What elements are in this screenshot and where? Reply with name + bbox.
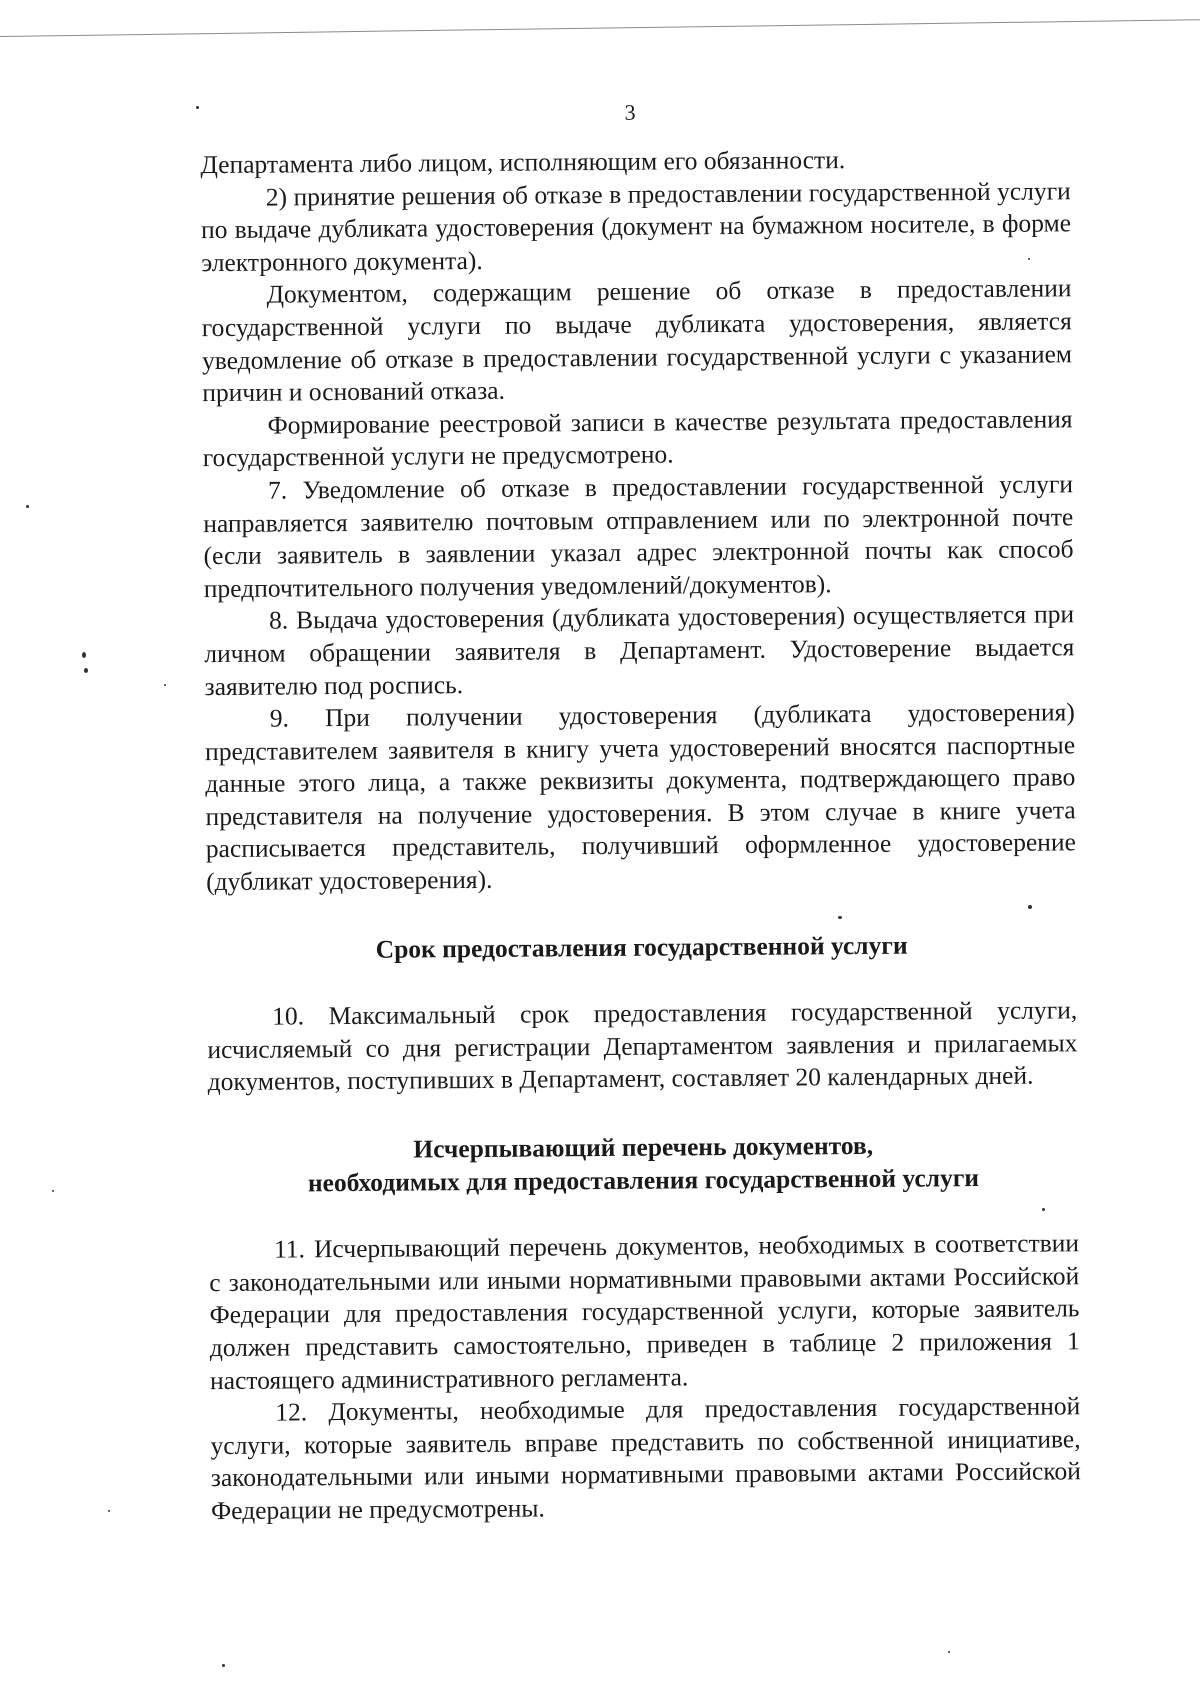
paragraph-11: 11. Исчерпывающий перечень документов, необходимых в соответствии с законодательными или иными нормативными правовыми актами Российской Федерации для предоставления государственной услуги, которые заявитель должен представить самостоятельно, приведен в таблице 2 приложения 1 настоящего административного регламента.: [209, 1228, 1080, 1395]
scan-speck: [838, 916, 842, 919]
paragraph-9: 9. При получении удостоверения (дубликата удостоверения) представителем заявителя в книгу учета удостоверений вносятся паспортные данные этого лица, а также реквизиты документа, подтверждающего право представителя на получение удостоверения. В этом случае в книге учета расписывается представитель, получивший оформленное удостоверение (дубликат удостоверения).: [204, 697, 1076, 897]
scan-speck: [1042, 1208, 1045, 1211]
paragraph-item-2: 2) принятие решения об отказе в предоставлении государственной услуги по выдаче дубликата удостоверения (документ на бумажном носителе, в форме электронного документа).: [200, 175, 1072, 277]
section-heading-term: Срок предоставления государственной услуги: [375, 930, 908, 964]
paragraph-refusal-document: Документом, содержащим решение об отказе в предоставлении государственной услуги по выдаче дубликата удостоверения, является уведомление об отказе в предоставлении государственной услуги с указанием причин и оснований отказа.: [201, 273, 1073, 408]
paragraph-10: 10. Максимальный срок предоставления государственной услуги, исчисляемый со дня регистрации Департаментом заявления и прилагаемых документов, поступивших в Департамент, составляет 20 календарных дней.: [207, 995, 1078, 1097]
section-heading-documents-line-1: Исчерпывающий перечень документов,: [413, 1130, 874, 1164]
scan-speck: [196, 106, 199, 109]
scan-speck: [52, 1190, 54, 1192]
scan-speck: [164, 684, 166, 686]
paragraph-12: 12. Документы, необходимые для предоставления государственной услуги, которые заявитель вправе представить по собственной инициативе, законодательными или иными нормативными правовыми актами Российской Федерации не предусмотрены.: [210, 1391, 1081, 1526]
document-body: [200, 142, 1081, 1527]
scan-speck: [82, 652, 86, 658]
scan-speck: [26, 505, 29, 508]
paragraph-continuation: Департамента либо лицом, исполняющим его обязанности.: [200, 145, 846, 180]
scan-speck: [948, 1651, 950, 1653]
paragraph-7: 7. Уведомление об отказе в предоставлении государственной услуги направляется заявителю почтовым отправлением или по электронной почте (если заявитель в заявлении указал адрес электронной почты как способ предпочтительного получения уведомлений/документов).: [203, 469, 1074, 603]
scan-speck: [1028, 905, 1032, 909]
scan-speck: [222, 1664, 225, 1667]
scan-speck: [108, 1510, 110, 1512]
scan-speck: [84, 668, 88, 673]
section-heading-documents-line-2: необходимых для предоставления государственной услуги: [307, 1162, 980, 1197]
page-number: 3: [624, 99, 636, 125]
scan-speck: [1028, 258, 1030, 260]
paragraph-registry-record: Формирование реестровой записи в качестве результата предоставления государственной услуги не предусмотрено.: [202, 404, 1073, 473]
paragraph-8: 8. Выдача удостоверения (дубликата удостоверения) осуществляется при личном обращении заявителя в Департамент. Удостоверение выдается заявителю под роспись.: [204, 599, 1075, 701]
